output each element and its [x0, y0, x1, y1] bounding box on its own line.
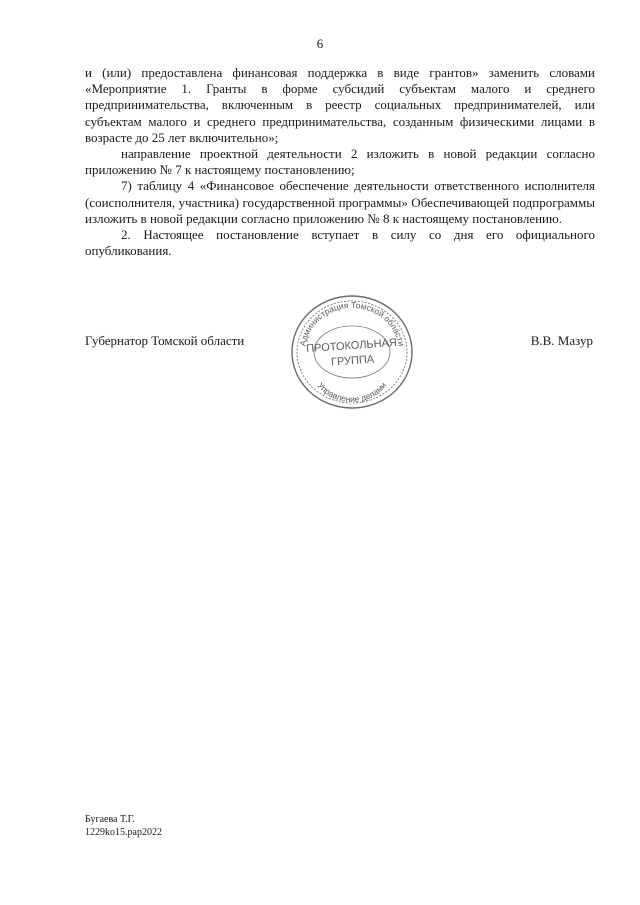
signature-title: Губернатор Томской области: [85, 333, 245, 348]
paragraph-2: направление проектной деятельности 2 изложить в новой редакции согласно приложению № 7 к настоящему постановлению;: [85, 146, 595, 178]
document-body: [85, 65, 595, 259]
stamp-outer-top-text: Администрация Томской области: [297, 299, 407, 347]
signature-name: В.В. Мазур: [530, 333, 593, 348]
footer-doc-code: 1229ko15.pap2022: [85, 827, 162, 838]
footer-author: Бугаева Т.Г.: [85, 814, 135, 825]
stamp-center-line-1: ПРОТОКОЛЬНАЯ: [305, 336, 398, 356]
paragraph-4: 2. Настоящее постановление вступает в силу со дня его официального опубликования.: [85, 227, 595, 259]
paragraph-3: 7) таблицу 4 «Финансовое обеспечение деятельности ответственного исполнителя (соисполнителя, участника) государственной программы» Обеспечивающей подпрограммы изложить в новой редакции согласно приложению № 8 к настоящему постановлению.: [85, 178, 595, 226]
protocol-group-stamp: [287, 292, 417, 412]
paragraph-1: и (или) предоставлена финансовая поддержка в виде грантов» заменить словами «Мероприятие 1. Гранты в форме субсидий субъектам малого и среднего предпринимательства, включенным в реестр социальных предпринимателей, или субъектам малого и среднего предпринимательства, созданным физическими лицами в возрасте до 25 лет включительно»;: [85, 65, 595, 145]
stamp-center-line-2: ГРУППА: [330, 353, 375, 369]
page-number: 6: [316, 36, 324, 51]
document-footer: [85, 813, 162, 839]
stamp-outer-bottom-text: Управление делами: [315, 380, 389, 405]
